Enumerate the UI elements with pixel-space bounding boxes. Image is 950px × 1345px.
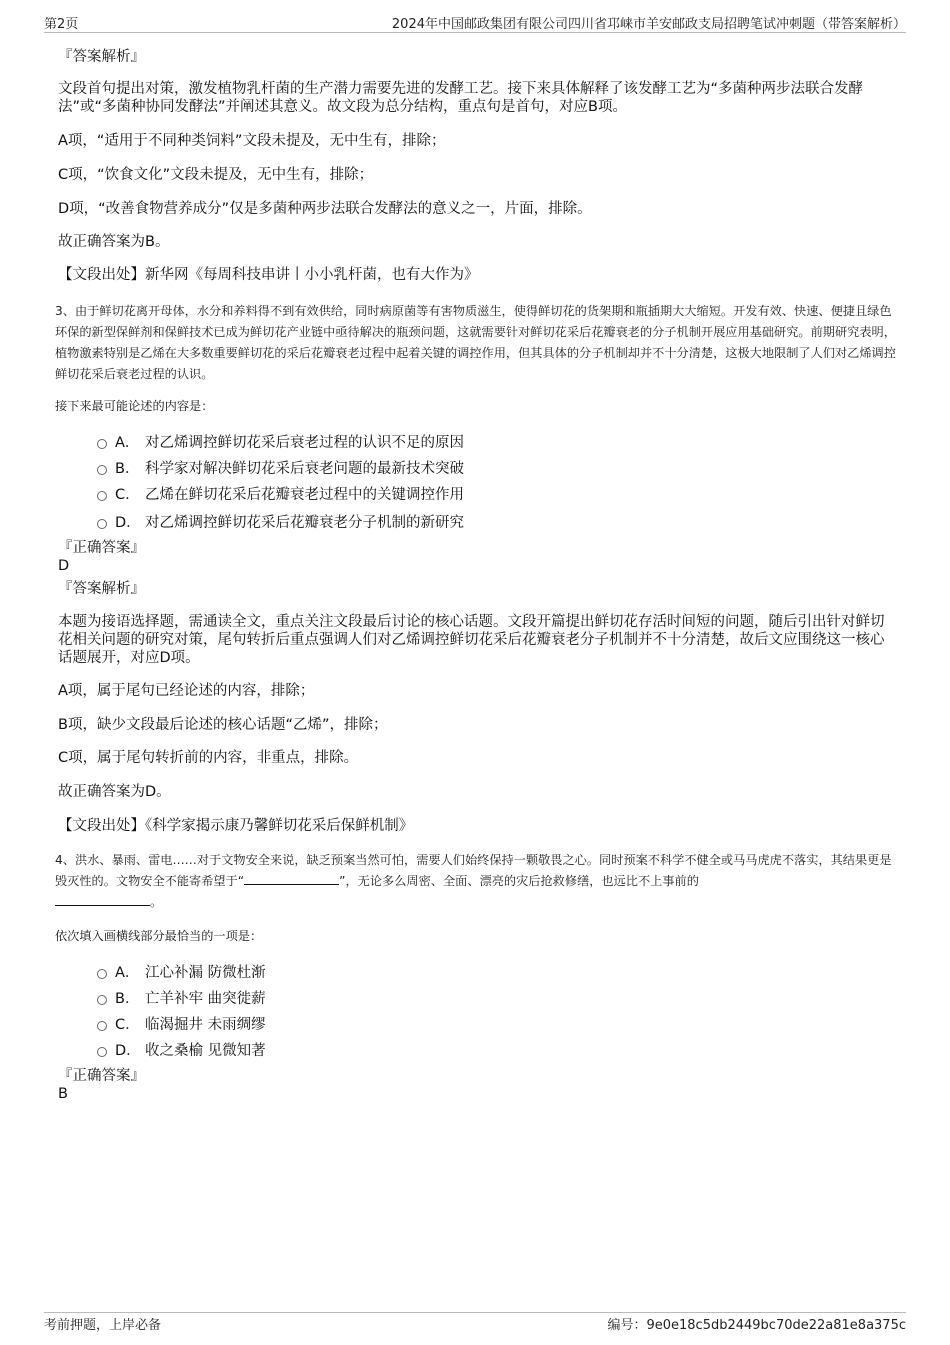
page-number: 第2页 — [44, 17, 79, 32]
radio-icon[interactable] — [97, 519, 107, 529]
option-a[interactable] — [97, 431, 464, 452]
answer-label: 『正确答案』 — [58, 1068, 145, 1084]
question-stem — [55, 850, 900, 913]
option-text: 收之桑榆 见微知著 — [145, 1043, 266, 1059]
option-text: 对乙烯调控鲜切花采后衰老过程的认识不足的原因 — [145, 435, 464, 451]
document-id: 编号：9e0e18c5db2449bc70de22a81e8a375c — [607, 1318, 906, 1333]
note: C项，“饮食文化”文段未提及，无中生有，排除； — [58, 167, 374, 183]
analysis-label: 『答案解析』 — [58, 581, 145, 597]
answer-label: 『正确答案』 — [58, 540, 145, 556]
option-text: 对乙烯调控鲜切花采后花瓣衰老分子机制的新研究 — [145, 515, 464, 531]
footer-divider — [44, 1312, 906, 1313]
answer: B — [58, 1086, 68, 1102]
footer-slogan: 考前押题，上岸必备 — [44, 1318, 162, 1333]
question-prompt: 依次填入画横线部分最恰当的一项是： — [55, 929, 263, 943]
radio-icon[interactable] — [97, 1047, 107, 1057]
option-label: D． — [115, 515, 141, 531]
option-d[interactable] — [97, 511, 464, 532]
stem-part: 4、洪水、暴雨、雷电……对于文物安全来说，缺乏预案当然可怕，需要人们始终保持一颗敬畏之心。同时预案不科学不健全或马马虎虎不落实，其结果更是毁灭性的。文物安全不能寄希望于“ — [55, 853, 892, 888]
option-label: C． — [115, 487, 140, 503]
blank-1 — [244, 872, 339, 885]
note: A项，“适用于不同种类饲料”文段未提及，无中生有，排除； — [58, 133, 446, 149]
blank-2 — [55, 893, 150, 906]
note: B项，缺少文段最后论述的核心话题“乙烯”，排除； — [58, 717, 388, 733]
radio-icon[interactable] — [97, 969, 107, 979]
radio-icon[interactable] — [97, 491, 107, 501]
option-label: D． — [115, 1043, 141, 1059]
option-c[interactable] — [97, 1013, 266, 1034]
source: 【文段出处】《科学家揭示康乃馨鲜切花采后保鲜机制》 — [58, 818, 414, 834]
analysis-label: 『答案解析』 — [58, 49, 145, 65]
stem-part: ”，无论多么周密、全面、漂亮的灾后抢救修缮，也远比不上事前的 — [339, 874, 699, 888]
option-d[interactable] — [97, 1039, 266, 1060]
option-b[interactable] — [97, 987, 266, 1008]
header-divider — [44, 32, 906, 33]
radio-icon[interactable] — [97, 439, 107, 449]
document-title: 2024年中国邮政集团有限公司四川省邛崃市羊安邮政支局招聘笔试冲刺题（带答案解析） — [391, 17, 906, 32]
note: A项，属于尾句已经论述的内容，排除； — [58, 683, 315, 699]
note: 故正确答案为D。 — [58, 784, 171, 800]
option-a[interactable] — [97, 961, 266, 982]
question-stem: 3、由于鲜切花离开母体，水分和养料得不到有效供给，同时病原菌等有害物质滋生，使得鲜切花的货架期和瓶插期大大缩短。开发有效、快速、便捷且绿色环保的新型保鲜剂和保鲜技术已成为鲜切花产业链中亟待解决的瓶颈问题，这就需要针对鲜切花采后花瓣衰老的分子机制开展应用基础研究。前期研究表明，植物激素特别是乙烯在大多数重要鲜切花的采后花瓣衰老过程中起着关键的调控作用，但其具体的分子机制却并不十分清楚，这极大地限制了人们对乙烯调控鲜切花采后衰老过程的认识。 — [55, 304, 896, 381]
option-text: 江心补漏 防微杜渐 — [145, 965, 266, 981]
note: D项，“改善食物营养成分”仅是多菌种两步法联合发酵法的意义之一，片面，排除。 — [58, 201, 592, 217]
question-prompt: 接下来最可能论述的内容是： — [55, 399, 214, 413]
radio-icon[interactable] — [97, 995, 107, 1005]
option-text: 乙烯在鲜切花采后花瓣衰老过程中的关键调控作用 — [145, 487, 464, 503]
option-text: 亡羊补牢 曲突徙薪 — [145, 991, 266, 1007]
option-b[interactable] — [97, 457, 464, 478]
option-label: A． — [115, 435, 140, 451]
option-label: C． — [115, 1017, 140, 1033]
option-label: B． — [115, 991, 140, 1007]
option-text: 科学家对解决鲜切花采后衰老问题的最新技术突破 — [145, 461, 464, 477]
radio-icon[interactable] — [97, 1021, 107, 1031]
analysis-text: 本题为接语选择题，需通读全文，重点关注文段最后讨论的核心话题。文段开篇提出鲜切花存活时间短的问题，随后引出针对鲜切花相关问题的研究对策，尾句转折后重点强调人们对乙烯调控鲜切花采后花瓣衰老分子机制并不十分清楚，故后文应围绕这一核心话题展开，对应D项。 — [58, 614, 885, 666]
option-label: A． — [115, 965, 140, 981]
option-label: B． — [115, 461, 140, 477]
answer: D — [58, 558, 70, 574]
option-c[interactable] — [97, 483, 464, 504]
radio-icon[interactable] — [97, 465, 107, 475]
source: 【文段出处】新华网《每周科技串讲丨小小乳杆菌，也有大作为》 — [58, 267, 479, 283]
stem-part: 。 — [150, 895, 163, 909]
note: 故正确答案为B。 — [58, 234, 170, 250]
analysis-text: 文段首句提出对策，激发植物乳杆菌的生产潜力需要先进的发酵工艺。接下来具体解释了该发酵工艺为“多菌种两步法联合发酵法”或“多菌种协同发酵法”并阐述其意义。故文段为总分结构，重点句是首句，对应B项。 — [58, 81, 864, 115]
option-text: 临渴掘井 未雨绸缪 — [145, 1017, 266, 1033]
note: C项，属于尾句转折前的内容，非重点，排除。 — [58, 750, 359, 766]
